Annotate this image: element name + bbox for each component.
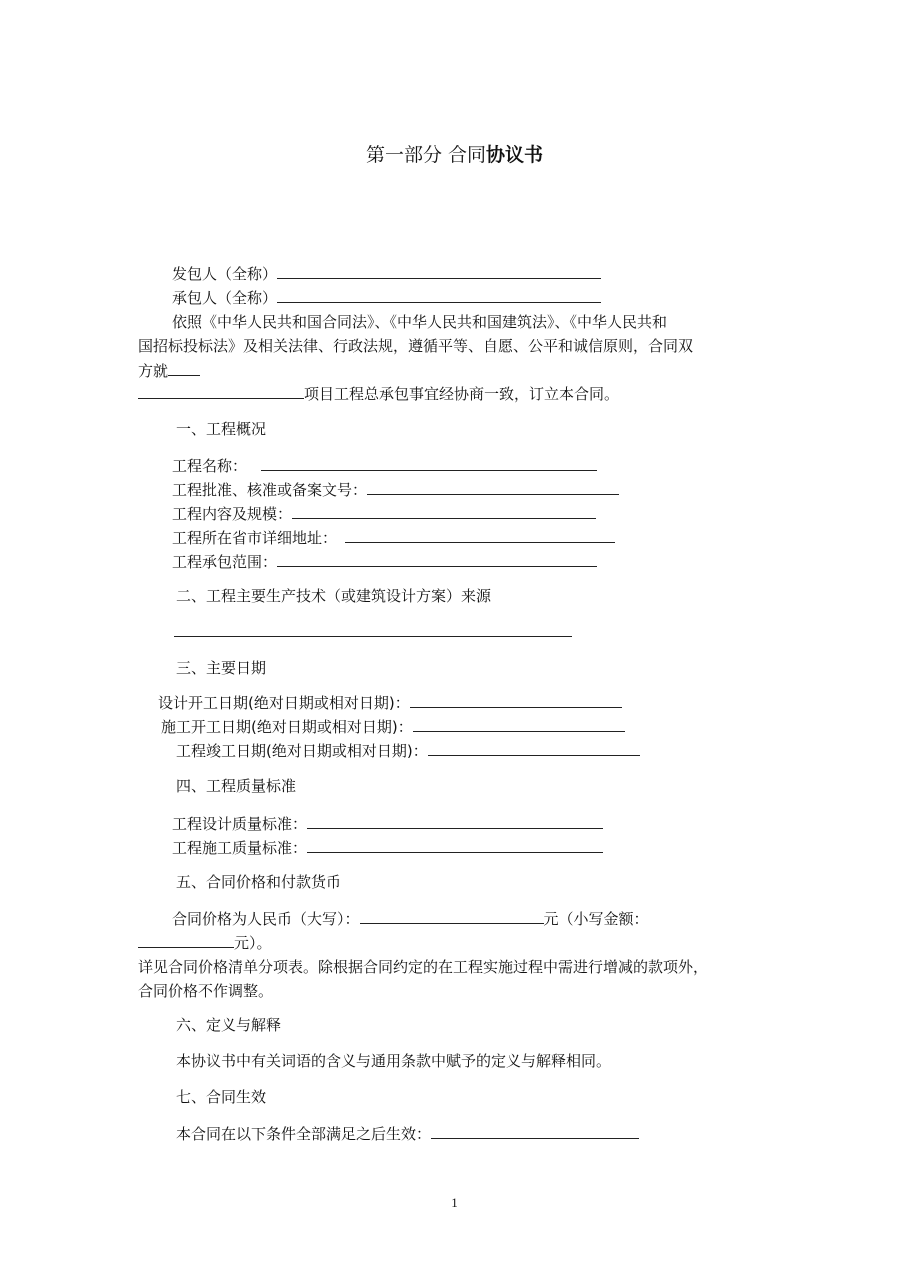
- content-scale-field[interactable]: [292, 504, 596, 519]
- completion-line: [176, 741, 640, 760]
- approval-line: [172, 480, 619, 499]
- preamble-line-2: 国招标投标法》及相关法律、行政法规，遵循平等、自愿、公平和诚信原则，合同双: [138, 337, 694, 355]
- preamble-line-4-text: 项目工程总承包事宜经协商一致，订立本合同。: [304, 385, 620, 403]
- project-blank-start[interactable]: [168, 361, 200, 376]
- completion-label: 工程竣工日期(绝对日期或相对日期)：: [176, 742, 428, 760]
- tech-source-field[interactable]: [174, 622, 572, 637]
- preamble-line-3-text: 方就: [138, 362, 169, 380]
- preamble-line-3: [138, 361, 200, 380]
- price-line: [172, 909, 649, 928]
- construction-quality-line: [172, 838, 603, 857]
- employer-blank[interactable]: [277, 264, 601, 279]
- effective-conditions-field[interactable]: [431, 1124, 639, 1139]
- address-field[interactable]: [345, 528, 615, 543]
- price-uppercase-field[interactable]: [360, 909, 544, 924]
- section-6-heading: 六、定义与解释: [176, 1016, 282, 1034]
- page-title: [0, 144, 909, 166]
- design-start-field[interactable]: [410, 693, 622, 708]
- project-name-label: 工程名称：: [172, 457, 248, 475]
- employer-line: [172, 264, 601, 283]
- address-line: [172, 528, 615, 547]
- contractor-line: [172, 288, 601, 307]
- section-3-heading: 三、主要日期: [176, 659, 267, 677]
- price-detail-line-2: 合同价格不作调整。: [138, 982, 274, 1000]
- construction-start-field[interactable]: [413, 717, 625, 732]
- contract-scope-label: 工程承包范围：: [172, 553, 278, 571]
- construction-start-label: 施工开工日期(绝对日期或相对日期)：: [161, 718, 413, 736]
- tech-source-line: [174, 622, 572, 641]
- construction-start-line: [161, 717, 625, 736]
- design-start-line: [158, 693, 622, 712]
- page-number: 1: [451, 1195, 458, 1210]
- section-7-heading: 七、合同生效: [176, 1088, 267, 1106]
- price-lowercase-field[interactable]: [138, 933, 234, 948]
- project-name-field[interactable]: [261, 456, 597, 471]
- title-part: 第一部分 合同: [365, 144, 487, 166]
- completion-field[interactable]: [428, 741, 640, 756]
- section-4-heading: 四、工程质量标准: [176, 777, 297, 795]
- price-mid: 元（小写金额：: [543, 910, 649, 928]
- content-scale-line: [172, 504, 596, 523]
- address-label: 工程所在省市详细地址：: [172, 529, 338, 547]
- section-6-body: 本协议书中有关词语的含义与通用条款中赋予的定义与解释相同。: [176, 1052, 612, 1070]
- preamble-line-4: [138, 384, 619, 403]
- section-1-heading: 一、工程概况: [176, 420, 267, 438]
- title-bold: 协议书: [486, 144, 544, 166]
- effective-label: 本合同在以下条件全部满足之后生效：: [176, 1125, 432, 1143]
- design-quality-line: [172, 814, 603, 833]
- price-end: 元）。: [234, 934, 272, 952]
- approval-label: 工程批准、核准或备案文号：: [172, 481, 368, 499]
- contract-scope-field[interactable]: [277, 552, 597, 567]
- price-detail-line-1: 详见合同价格清单分项表。除根据合同约定的在工程实施过程中需进行增减的款项外，: [138, 958, 709, 976]
- contract-scope-line: [172, 552, 597, 571]
- design-start-label: 设计开工日期(绝对日期或相对日期)：: [158, 694, 410, 712]
- section-2-heading: 二、工程主要生产技术（或建筑设计方案）来源: [176, 587, 492, 605]
- design-quality-field[interactable]: [307, 814, 603, 829]
- effective-line: [176, 1124, 639, 1143]
- section-5-heading: 五、合同价格和付款货币: [176, 873, 342, 891]
- content-scale-label: 工程内容及规模：: [172, 505, 293, 523]
- contractor-label: 承包人（全称）: [172, 289, 278, 307]
- project-name-line: [172, 456, 597, 475]
- design-quality-label: 工程设计质量标准：: [172, 815, 308, 833]
- construction-quality-label: 工程施工质量标准：: [172, 839, 308, 857]
- preamble-line-1: 依照《中华人民共和国合同法》、《中华人民共和国建筑法》、《中华人民共和: [172, 313, 668, 331]
- employer-label: 发包人（全称）: [172, 265, 278, 283]
- project-name-blank[interactable]: [138, 384, 304, 399]
- price-prefix: 合同价格为人民币（大写）：: [172, 910, 360, 928]
- price-lowercase-line: [138, 933, 272, 952]
- construction-quality-field[interactable]: [307, 838, 603, 853]
- contractor-blank[interactable]: [277, 288, 601, 303]
- approval-field[interactable]: [367, 480, 619, 495]
